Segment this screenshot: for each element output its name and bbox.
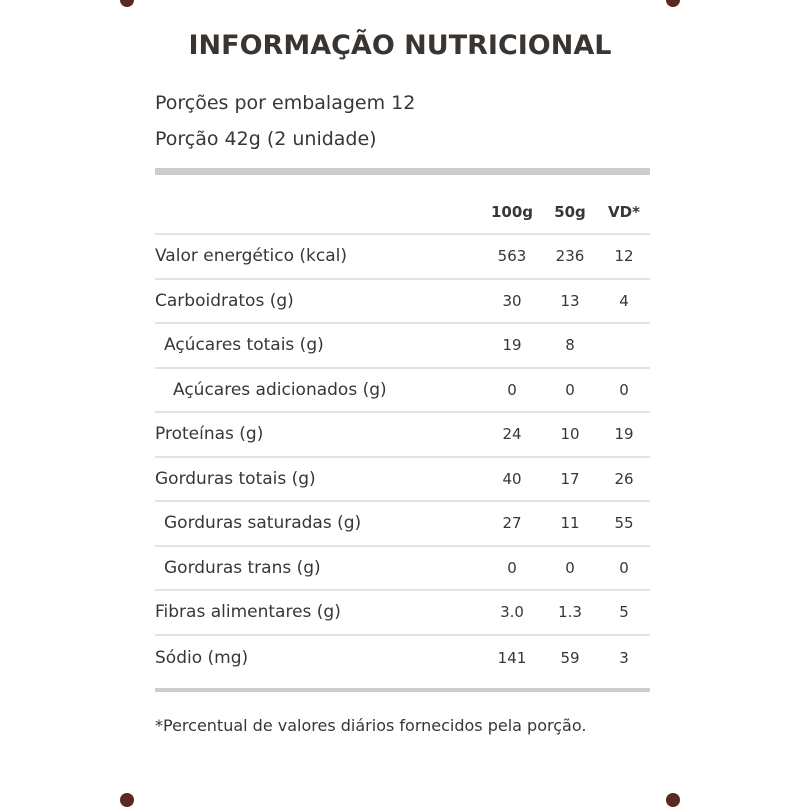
row-label: Proteínas (g) — [155, 424, 264, 445]
value-50g: 8 — [565, 336, 575, 355]
footnote: *Percentual de valores diários fornecidos pela porção. — [155, 716, 587, 735]
value-vd: 55 — [614, 514, 634, 533]
row-label: Fibras alimentares (g) — [155, 602, 341, 623]
nutrition-table — [155, 191, 650, 680]
corner-decoration — [666, 793, 680, 807]
column-header-50g: 50g — [554, 203, 586, 221]
corner-decoration — [120, 793, 134, 807]
value-vd — [599, 324, 649, 367]
value-vd: 3 — [619, 648, 629, 667]
row-label: Gorduras saturadas (g) — [164, 513, 362, 534]
value-100g: 24 — [502, 425, 522, 444]
table-row — [155, 547, 650, 592]
value-vd: 26 — [614, 469, 634, 488]
row-label: Gorduras totais (g) — [155, 468, 316, 489]
value-50g: 10 — [560, 425, 580, 444]
row-label: Sódio (mg) — [155, 647, 249, 668]
column-header-100g: 100g — [490, 203, 534, 221]
value-50g: 11 — [560, 514, 580, 533]
value-50g: 17 — [560, 469, 580, 488]
row-label: Carboidratos (g) — [155, 290, 294, 311]
table-row — [155, 413, 650, 458]
serving-size: Porção 42g (2 unidade) — [155, 128, 377, 150]
value-vd: 12 — [614, 247, 634, 266]
value-100g: 141 — [497, 648, 527, 667]
divider — [155, 688, 650, 692]
value-vd: 0 — [619, 558, 629, 577]
value-100g: 563 — [497, 247, 527, 266]
value-50g: 13 — [560, 291, 580, 310]
value-50g: 1.3 — [558, 603, 582, 622]
table-row — [155, 324, 650, 369]
corner-decoration — [120, 0, 134, 7]
divider — [155, 168, 650, 175]
table-row — [155, 235, 650, 280]
row-label: Açúcares adicionados (g) — [173, 379, 387, 400]
table-row — [155, 458, 650, 503]
value-50g: 59 — [560, 648, 580, 667]
value-50g: 0 — [565, 380, 575, 399]
row-label: Açúcares totais (g) — [164, 335, 324, 356]
value-100g: 19 — [502, 336, 522, 355]
value-50g: 236 — [555, 247, 585, 266]
value-100g: 27 — [502, 514, 522, 533]
column-header-vd: VD* — [608, 203, 640, 221]
servings-per-package: Porções por embalagem 12 — [155, 92, 416, 114]
value-vd: 4 — [619, 291, 629, 310]
table-row — [155, 280, 650, 325]
value-vd: 19 — [614, 425, 634, 444]
value-100g: 0 — [507, 380, 517, 399]
table-row — [155, 591, 650, 636]
page-title: INFORMAÇÃO NUTRICIONAL — [188, 30, 612, 61]
table-header — [155, 191, 650, 235]
table-row — [155, 369, 650, 414]
value-vd: 5 — [619, 603, 629, 622]
value-vd: 0 — [619, 380, 629, 399]
value-100g: 30 — [502, 291, 522, 310]
row-label: Valor energético (kcal) — [155, 246, 348, 267]
row-label: Gorduras trans (g) — [164, 557, 321, 578]
table-row — [155, 502, 650, 547]
corner-decoration — [666, 0, 680, 7]
table-row — [155, 636, 650, 681]
value-100g: 3.0 — [500, 603, 524, 622]
value-50g: 0 — [565, 558, 575, 577]
value-100g: 40 — [502, 469, 522, 488]
value-100g: 0 — [507, 558, 517, 577]
